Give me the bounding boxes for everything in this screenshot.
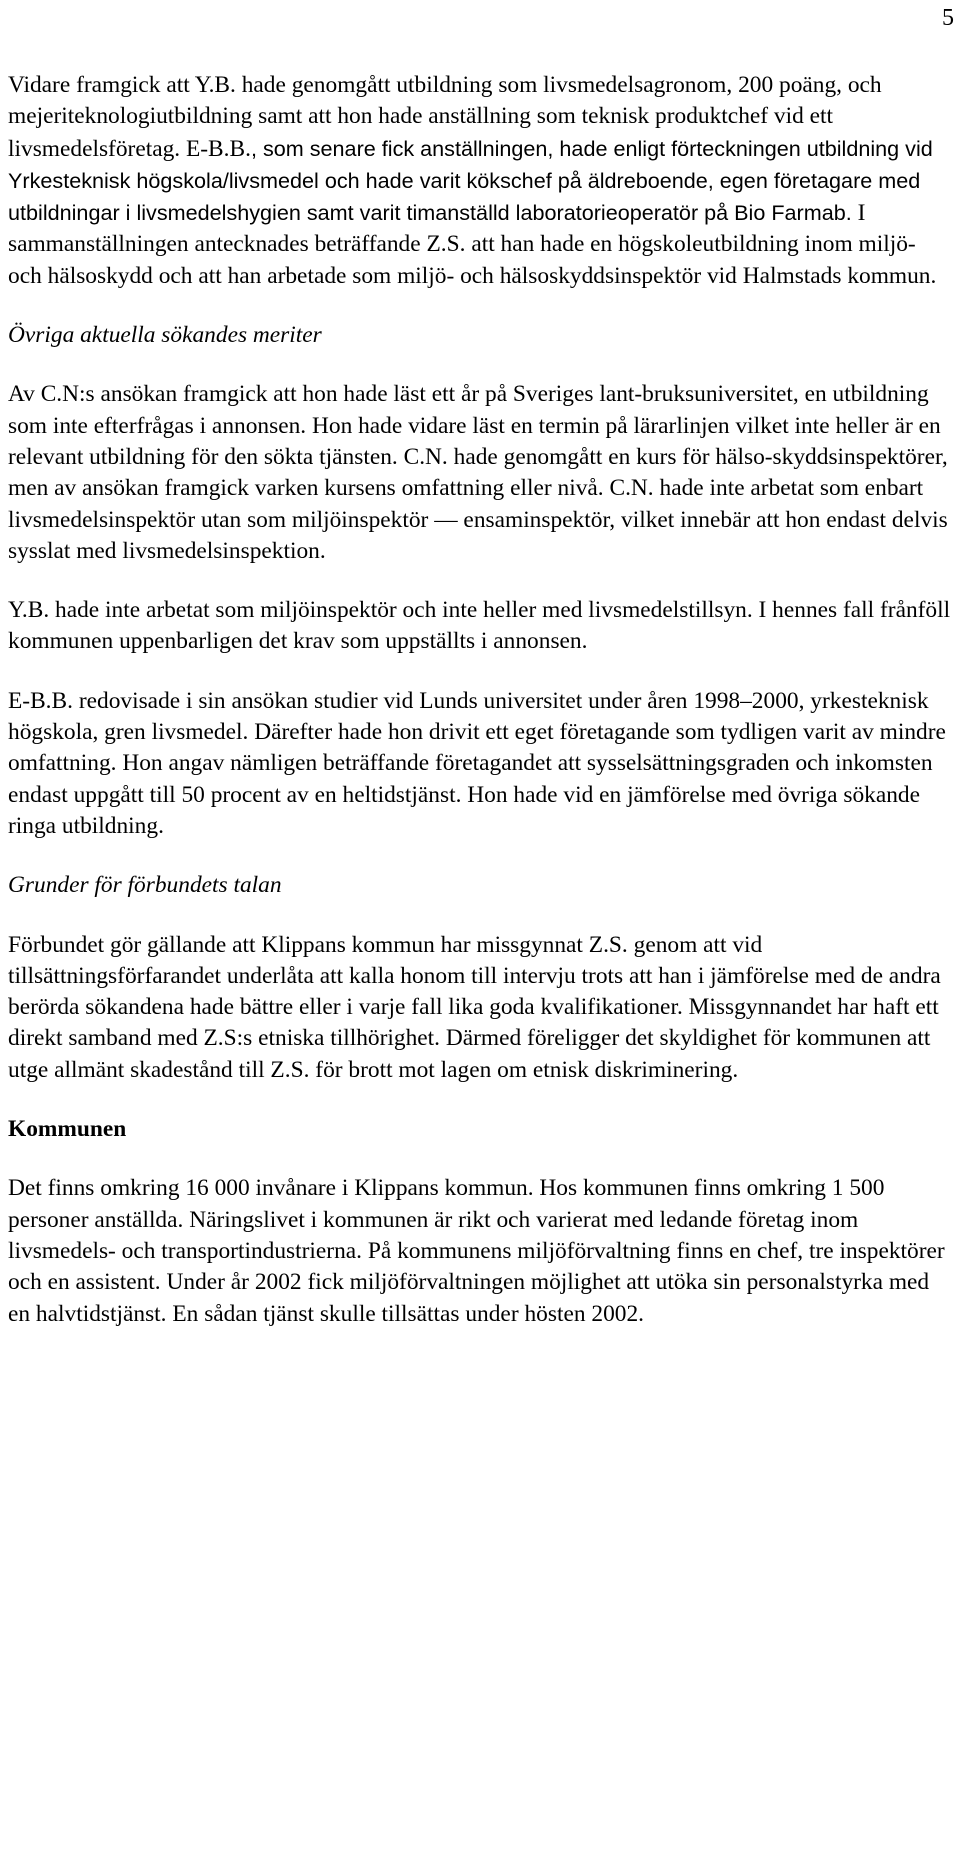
section-heading-grounds: Grunder för förbundets talan bbox=[8, 872, 282, 899]
section-heading-other-applicants: Övriga aktuella sökandes meriter bbox=[8, 322, 322, 349]
paragraph-segment-sans: , som senare fick anställningen, hade enligt förteckningen utbildning vid Yrkesteknisk högskola/livsmedel och hade varit kökschef på äldreboende, egen företagare med utbildningar i livsmedelshygien samt varit timanställd laboratorieoperatör på Bio Farmab. bbox=[8, 135, 933, 226]
paragraph-segment-serif-end: I sammanställningen antecknades beträffande Z.S. att han hade en högskoleutbildning inom miljö- och hälsoskydd och att han arbetade som miljö- och hälsoskyddsinspektör vid Halmstads kommun. bbox=[8, 200, 937, 289]
document-body bbox=[8, 70, 953, 1330]
paragraph-candidate-qualifications bbox=[8, 70, 953, 292]
paragraph-segment-serif: Vidare framgick att Y.B. hade genomgått utbildning som livsmedelsagronom, 200 poäng, och mejeriteknologiutbildning samt att hon hade anställning som teknisk produktchef vid ett livsmedelsföretag. E-B.B. bbox=[8, 72, 882, 162]
paragraph-ebb: E-B.B. redovisade i sin ansökan studier vid Lunds universitet under åren 1998–2000, yrkesteknisk högskola, gren livsmedel. Därefter hade hon drivit ett eget företagande som tydligen varit av mindre omfattning. Hon angav nämligen beträffande företagandet att sysselsättningsgraden och inkomsten endast uppgått till 50 procent av en heltidstjänst. Hon hade vid en jämförelse med övriga sökande ringa utbildning. bbox=[8, 687, 946, 839]
paragraph-municipality: Det finns omkring 16 000 invånare i Klippans kommun. Hos kommunen finns omkring 1 500 personer anställda. Näringslivet i kommunen är rikt och varierat med ledande företag inom livsmedels- och transportindustrierna. På kommunens miljöförvaltning finns en chef, tre inspektörer och en assistent. Under år 2002 fick miljöförvaltningen möjlighet att utöka sin personalstyrka med en halvtidstjänst. En sådan tjänst skulle tillsättas under hösten 2002. bbox=[8, 1175, 945, 1327]
page-number: 5 bbox=[942, 5, 954, 31]
section-heading-municipality: Kommunen bbox=[8, 1116, 127, 1143]
paragraph-cn: Av C.N:s ansökan framgick att hon hade läst ett år på Sveriges lant-bruksuniversitet, en utbildning som inte efterfrågas i annonsen. Hon hade vidare läst en termin på lärarlinjen vilket inte heller är en relevant utbildning för den sökta tjänsten. C.N. hade genomgått en kurs för hälso-skyddsinspektörer, men av ansökan framgick varken kursens omfattning eller nivå. C.N. hade inte arbetat som enbart livsmedelsinspektör utan som miljöinspektör — ensaminspektör, vilket innebär att hon endast delvis sysslat med livsmedelsinspektion. bbox=[8, 381, 948, 564]
paragraph-grounds: Förbundet gör gällande att Klippans kommun har missgynnat Z.S. genom att vid tillsättningsförfarandet underlåta att kalla honom till intervju trots att han i jämförelse med de andra berörda sökandena hade bättre eller i varje fall lika goda kvalifikationer. Missgynnandet har haft ett direkt samband med Z.S:s etniska tillhörighet. Därmed föreligger det skyldighet för kommunen att utge allmänt skadestånd till Z.S. för brott mot lagen om etnisk diskriminering. bbox=[8, 931, 941, 1083]
paragraph-yb: Y.B. hade inte arbetat som miljöinspektör och inte heller med livsmedelstillsyn. I hennes fall frånföll kommunen uppenbarligen det krav som uppställts i annonsen. bbox=[8, 597, 951, 655]
